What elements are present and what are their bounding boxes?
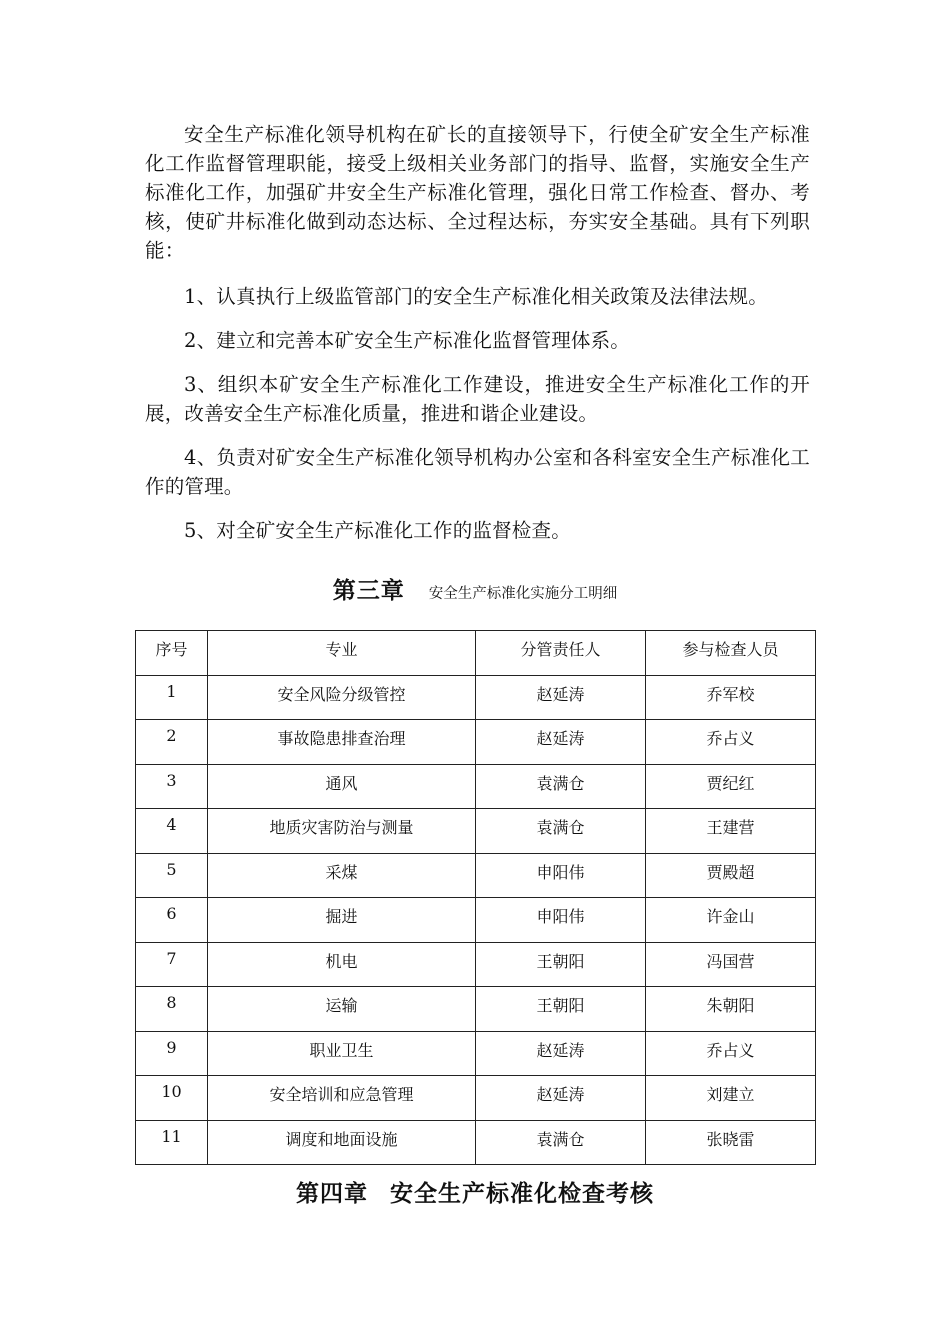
header-responsible: 分管责任人 (476, 631, 646, 676)
cell-responsible: 赵延涛 (476, 720, 646, 765)
cell-inspector: 许金山 (646, 898, 816, 943)
duty-item-4: 4、负责对矿安全生产标准化领导机构办公室和各科室安全生产标准化工作的管理。 (145, 446, 810, 498)
chapter-3-title: 安全生产标准化实施分工明细 (428, 586, 618, 602)
cell-responsible: 袁满仓 (476, 809, 646, 854)
duty-item-3: 3、组织本矿安全生产标准化工作建设，推进安全生产标准化工作的开展，改善安全生产标准化质量，推进和谐企业建设。 (145, 373, 810, 425)
responsibility-table (135, 630, 816, 1165)
cell-specialty: 机电 (208, 942, 476, 987)
chapter-3-number: 第三章 (332, 577, 405, 604)
chapter-4-title: 安全生产标准化检查考核 (390, 1180, 654, 1207)
cell-responsible: 袁满仓 (476, 764, 646, 809)
cell-index: 10 (136, 1076, 208, 1121)
table-row (136, 1120, 816, 1165)
table-row (136, 987, 816, 1032)
table-row (136, 853, 816, 898)
table-row (136, 764, 816, 809)
cell-responsible: 王朝阳 (476, 942, 646, 987)
chapter-4-heading (0, 1175, 950, 1208)
cell-index: 6 (136, 898, 208, 943)
cell-specialty: 安全风险分级管控 (208, 675, 476, 720)
table-header-row (136, 631, 816, 676)
table-row (136, 720, 816, 765)
cell-inspector: 朱朝阳 (646, 987, 816, 1032)
cell-responsible: 申阳伟 (476, 898, 646, 943)
header-index: 序号 (136, 631, 208, 676)
intro-paragraph: 安全生产标准化领导机构在矿长的直接领导下，行使全矿安全生产标准化工作监督管理职能，接受上级相关业务部门的指导、监督，实施安全生产标准化工作，加强矿井安全生产标准化管理，强化日常工作检查、督办、考核，使矿井标准化做到动态达标、全过程达标，夯实安全基础。具有下列职能： (145, 123, 810, 262)
cell-specialty: 调度和地面设施 (208, 1120, 476, 1165)
cell-specialty: 安全培训和应急管理 (208, 1076, 476, 1121)
cell-inspector: 贾殿超 (646, 853, 816, 898)
cell-index: 11 (136, 1120, 208, 1165)
cell-inspector: 刘建立 (646, 1076, 816, 1121)
cell-specialty: 运输 (208, 987, 476, 1032)
table-row (136, 942, 816, 987)
cell-index: 3 (136, 764, 208, 809)
cell-responsible: 赵延涛 (476, 675, 646, 720)
table-row (136, 898, 816, 943)
duty-item-5: 5、对全矿安全生产标准化工作的监督检查。 (184, 519, 571, 542)
cell-inspector: 冯国营 (646, 942, 816, 987)
cell-index: 8 (136, 987, 208, 1032)
cell-index: 1 (136, 675, 208, 720)
cell-responsible: 袁满仓 (476, 1120, 646, 1165)
cell-responsible: 申阳伟 (476, 853, 646, 898)
chapter-3-heading (0, 572, 950, 605)
cell-specialty: 事故隐患排查治理 (208, 720, 476, 765)
cell-index: 2 (136, 720, 208, 765)
chapter-4-number: 第四章 (296, 1180, 368, 1207)
cell-index: 5 (136, 853, 208, 898)
table-row (136, 675, 816, 720)
table-row (136, 809, 816, 854)
cell-responsible: 赵延涛 (476, 1076, 646, 1121)
cell-inspector: 乔占义 (646, 720, 816, 765)
table-row (136, 1031, 816, 1076)
cell-specialty: 职业卫生 (208, 1031, 476, 1076)
cell-inspector: 王建营 (646, 809, 816, 854)
cell-inspector: 乔占义 (646, 1031, 816, 1076)
cell-responsible: 王朝阳 (476, 987, 646, 1032)
duty-item-1: 1、认真执行上级监管部门的安全生产标准化相关政策及法律法规。 (184, 285, 768, 308)
cell-index: 9 (136, 1031, 208, 1076)
cell-responsible: 赵延涛 (476, 1031, 646, 1076)
header-inspectors: 参与检查人员 (646, 631, 816, 676)
header-specialty: 专业 (208, 631, 476, 676)
cell-inspector: 贾纪红 (646, 764, 816, 809)
cell-inspector: 乔军校 (646, 675, 816, 720)
table-row (136, 1076, 816, 1121)
cell-inspector: 张晓雷 (646, 1120, 816, 1165)
cell-index: 7 (136, 942, 208, 987)
cell-specialty: 通风 (208, 764, 476, 809)
cell-specialty: 采煤 (208, 853, 476, 898)
duty-item-2: 2、建立和完善本矿安全生产标准化监督管理体系。 (184, 329, 631, 352)
cell-specialty: 地质灾害防治与测量 (208, 809, 476, 854)
cell-index: 4 (136, 809, 208, 854)
cell-specialty: 掘进 (208, 898, 476, 943)
